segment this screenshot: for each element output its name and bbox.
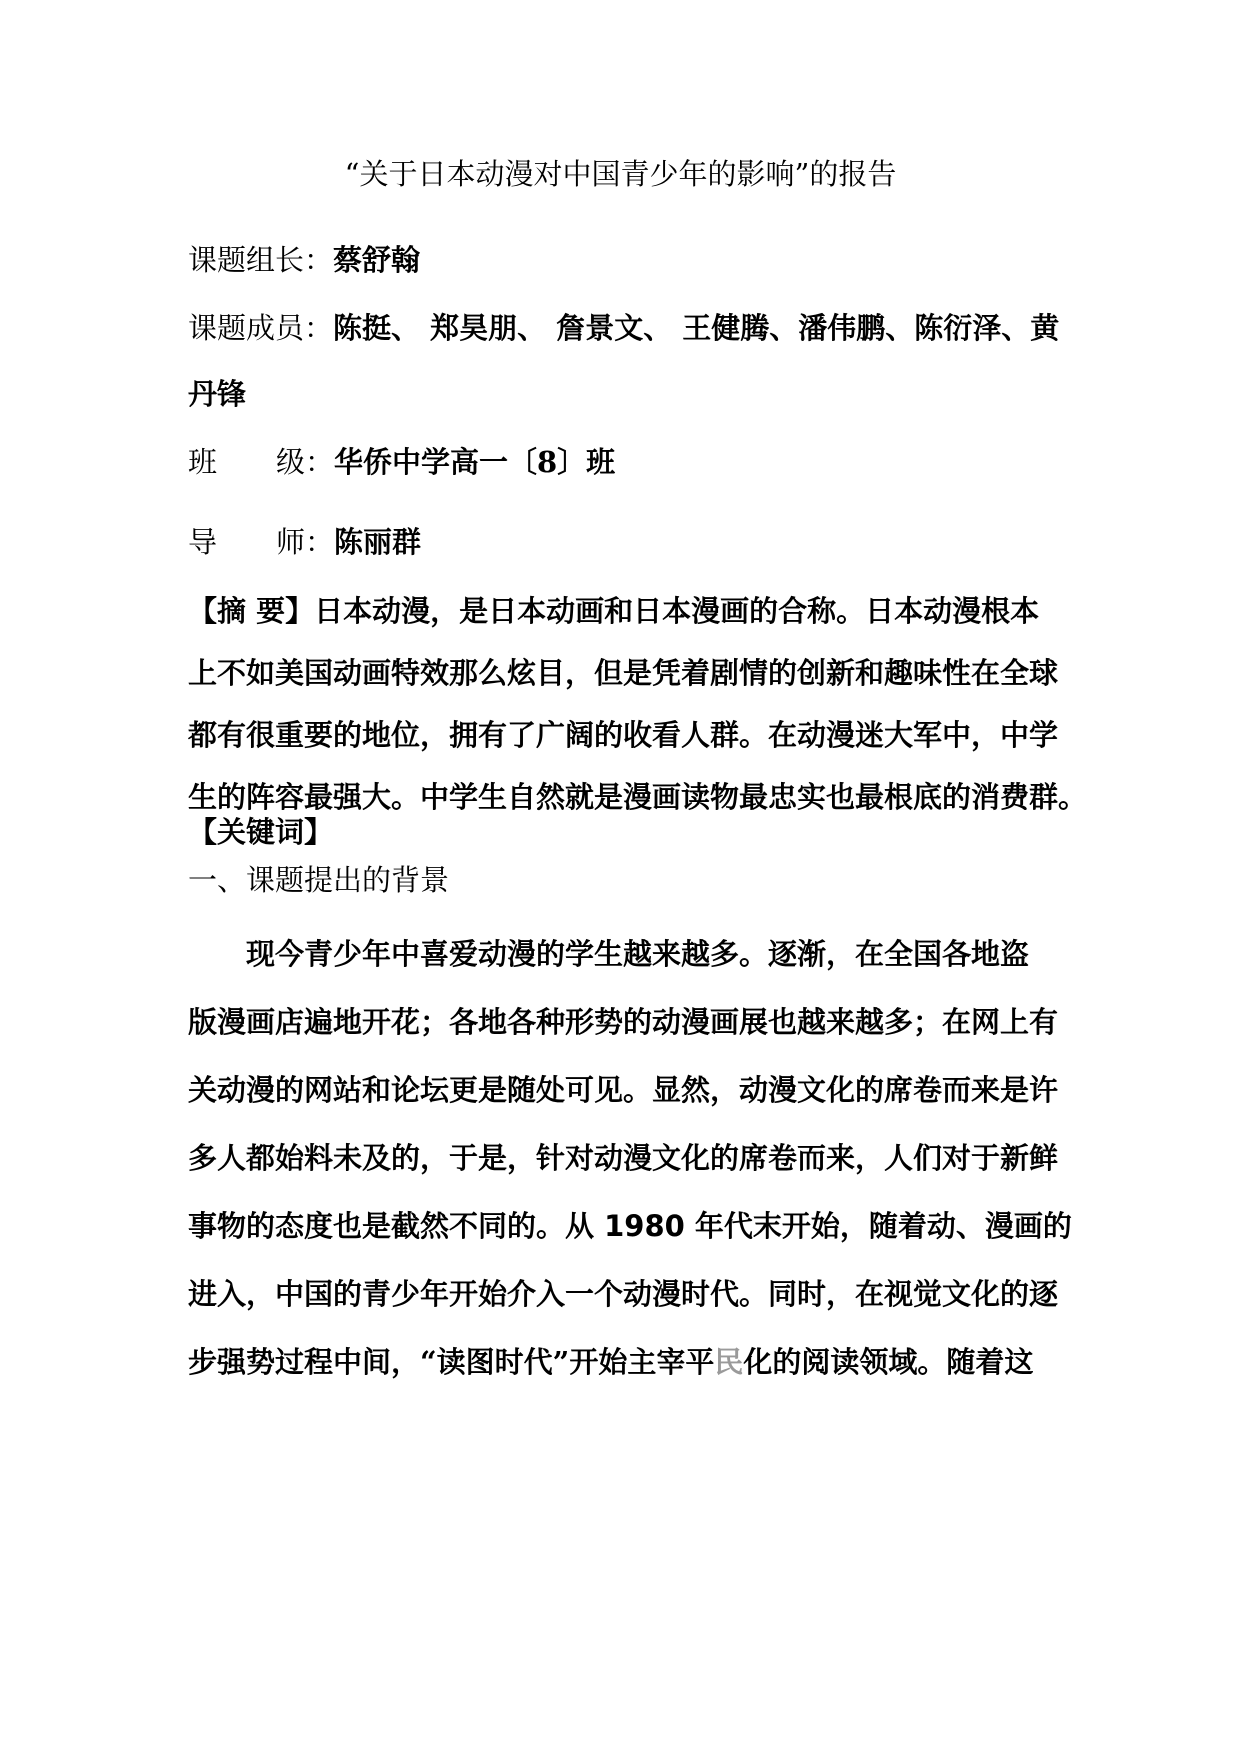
abstract-line: 上不如美国动画特效那么炫目，但是凭着剧情的创新和趣味性在全球 bbox=[188, 656, 1059, 690]
members-line-continued bbox=[188, 374, 246, 414]
class-value: 华侨中学高一〔8〕班 bbox=[334, 445, 616, 479]
members-line bbox=[188, 308, 1059, 348]
members-label: 课题成员： bbox=[188, 311, 334, 345]
body-line: 现今青少年中喜爱动漫的学生越来越多。逐渐，在全国各地盗 bbox=[246, 937, 1030, 971]
body-line: 进入，中国的青少年开始介入一个动漫时代。同时，在视觉文化的逐 bbox=[188, 1277, 1059, 1311]
members-names-continued: 丹锋 bbox=[188, 377, 247, 411]
body-line: 事物的态度也是截然不同的。从 1980 年代末开始，随着动、漫画的 bbox=[188, 1209, 1072, 1243]
section-heading: 一、课题提出的背景 bbox=[188, 863, 450, 897]
body-line: 多人都始料未及的，于是，针对动漫文化的席卷而来，人们对于新鲜 bbox=[188, 1141, 1059, 1175]
abstract-paragraph bbox=[188, 580, 1088, 828]
keywords-heading: 【关键词】 bbox=[188, 815, 334, 849]
advisor-label: 导 师： bbox=[188, 525, 334, 559]
leader-line bbox=[188, 240, 420, 280]
class-line bbox=[188, 442, 615, 482]
class-label: 班 级： bbox=[188, 445, 334, 479]
leader-label: 课题组长： bbox=[188, 243, 334, 277]
advisor-name: 陈丽群 bbox=[334, 525, 422, 559]
section-body bbox=[188, 920, 1072, 1396]
body-line: 关动漫的网站和论坛更是随处可见。显然，动漫文化的席卷而来是许 bbox=[188, 1073, 1059, 1107]
body-line: 步强势过程中间，“读图时代”开始主宰平民化的阅读领域。随着这 bbox=[188, 1345, 1034, 1379]
abstract-line: 【摘 要】日本动漫，是日本动画和日本漫画的合称。日本动漫根本 bbox=[188, 594, 1040, 628]
year-number: 1980 bbox=[604, 1209, 685, 1243]
advisor-line bbox=[188, 522, 421, 562]
abstract-line: 生的阵容最强大。中学生自然就是漫画读物最忠实也最根底的消费群。 bbox=[188, 780, 1088, 814]
body-line: 版漫画店遍地开花；各地各种形势的动漫画展也越来越多；在网上有 bbox=[188, 1005, 1059, 1039]
report-title: “关于日本动漫对中国青少年的影响”的报告 bbox=[344, 157, 897, 191]
leader-name: 蔡舒翰 bbox=[333, 243, 421, 277]
members-names: 陈挺、 郑昊朋、 詹景文、 王健腾、潘伟鹏、陈衍泽、黄 bbox=[333, 311, 1060, 345]
abstract-line: 都有很重要的地位，拥有了广阔的收看人群。在动漫迷大军中，中学 bbox=[188, 718, 1059, 752]
faded-character: 民 bbox=[714, 1345, 744, 1379]
